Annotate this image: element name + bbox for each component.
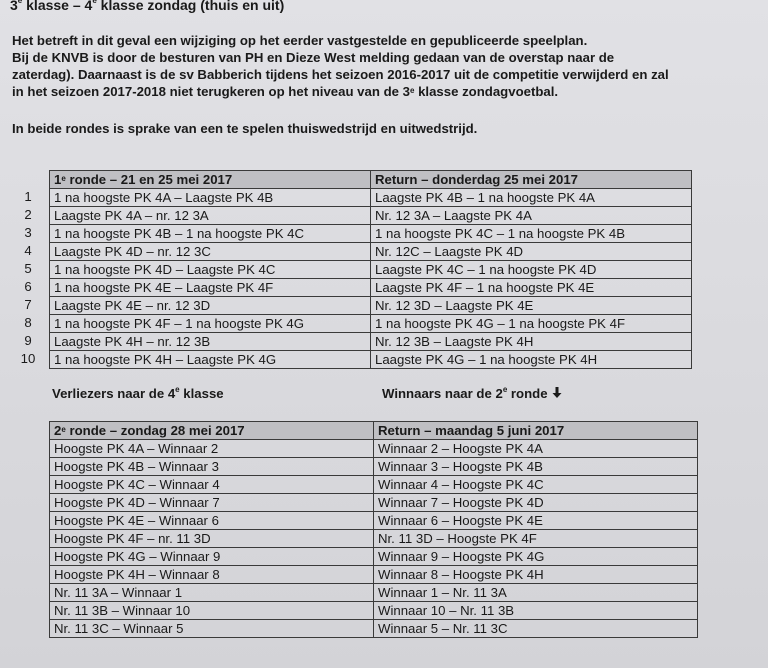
match-number: 2 <box>24 207 32 222</box>
match-cell: Laagste PK 4D – nr. 12 3C <box>50 243 371 261</box>
return-match-cell: Laagste PK 4C – 1 na hoogste PK 4D <box>371 261 692 279</box>
match-cell: Laagste PK 4A – nr. 12 3A <box>50 207 371 225</box>
match-cell: Hoogste PK 4G – Winnaar 9 <box>50 548 374 566</box>
table-row <box>50 207 692 225</box>
arrow-down-icon <box>552 387 562 401</box>
match-cell: 1 na hoogste PK 4H – Laagste PK 4G <box>50 351 371 369</box>
match-number: 7 <box>24 297 32 312</box>
round1-table <box>49 170 692 369</box>
intro-line: Het betreft in dit geval een wijziging op het eerder vastgestelde en gepubliceerde speelplan. <box>12 33 588 48</box>
table-row <box>50 620 698 638</box>
table-row <box>50 584 698 602</box>
match-number: 1 <box>24 189 32 204</box>
table-row <box>50 225 692 243</box>
table-row <box>50 440 698 458</box>
match-cell: Hoogste PK 4E – Winnaar 6 <box>50 512 374 530</box>
match-cell: Hoogste PK 4B – Winnaar 3 <box>50 458 374 476</box>
round2-header: 2e ronde – zondag 28 mei 2017 <box>50 422 374 440</box>
return-match-cell: Winnaar 5 – Nr. 11 3C <box>374 620 698 638</box>
return-match-cell: Winnaar 6 – Hoogste PK 4E <box>374 512 698 530</box>
table-row <box>50 512 698 530</box>
match-number: 4 <box>24 243 32 258</box>
table-row <box>50 333 692 351</box>
page-title: 3e klasse – 4e klasse zondag (thuis en uit) <box>10 0 285 13</box>
match-cell: 1 na hoogste PK 4B – 1 na hoogste PK 4C <box>50 225 371 243</box>
return-match-cell: Nr. 12 3B – Laagste PK 4H <box>371 333 692 351</box>
match-number: 3 <box>24 225 32 240</box>
table-row <box>50 476 698 494</box>
match-cell: 1 na hoogste PK 4A – Laagste PK 4B <box>50 189 371 207</box>
match-cell: Nr. 11 3C – Winnaar 5 <box>50 620 374 638</box>
table-row <box>50 297 692 315</box>
table-row <box>50 315 692 333</box>
return-match-cell: Nr. 12 3A – Laagste PK 4A <box>371 207 692 225</box>
match-cell: Hoogste PK 4C – Winnaar 4 <box>50 476 374 494</box>
table-header-row <box>50 422 698 440</box>
return-match-cell: Laagste PK 4G – 1 na hoogste PK 4H <box>371 351 692 369</box>
match-number: 5 <box>24 261 32 276</box>
match-number: 8 <box>24 315 32 330</box>
return-match-cell: Winnaar 8 – Hoogste PK 4H <box>374 566 698 584</box>
return-match-cell: Winnaar 9 – Hoogste PK 4G <box>374 548 698 566</box>
losers-label: Verliezers naar de 4e klasse <box>52 385 224 401</box>
intro-paragraph <box>12 32 762 100</box>
return-match-cell: Winnaar 2 – Hoogste PK 4A <box>374 440 698 458</box>
match-cell: Laagste PK 4H – nr. 12 3B <box>50 333 371 351</box>
return-match-cell: Laagste PK 4B – 1 na hoogste PK 4A <box>371 189 692 207</box>
intro-line: Bij de KNVB is door de besturen van PH en Dieze West melding gedaan van de overstap naar de <box>12 50 615 65</box>
table-row <box>50 602 698 620</box>
table-row <box>50 279 692 297</box>
intro-line: in het seizoen 2017-2018 niet terugkeren op het niveau van de 3e klasse zondagvoetbal. <box>12 84 559 99</box>
return2-header: Return – maandag 5 juni 2017 <box>374 422 698 440</box>
return-match-cell: Laagste PK 4F – 1 na hoogste PK 4E <box>371 279 692 297</box>
return-match-cell: Winnaar 7 – Hoogste PK 4D <box>374 494 698 512</box>
table-row <box>50 494 698 512</box>
return-match-cell: Winnaar 10 – Nr. 11 3B <box>374 602 698 620</box>
return1-header: Return – donderdag 25 mei 2017 <box>371 171 692 189</box>
rounds-note: In beide rondes is sprake van een te spelen thuiswedstrijd en uitwedstrijd. <box>12 121 478 136</box>
return-match-cell: Winnaar 4 – Hoogste PK 4C <box>374 476 698 494</box>
return-match-cell: 1 na hoogste PK 4C – 1 na hoogste PK 4B <box>371 225 692 243</box>
table-row <box>50 548 698 566</box>
return-match-cell: Winnaar 3 – Hoogste PK 4B <box>374 458 698 476</box>
table-header-row <box>50 171 692 189</box>
match-number: 9 <box>24 333 32 348</box>
return-match-cell: Nr. 12C – Laagste PK 4D <box>371 243 692 261</box>
table-row <box>50 351 692 369</box>
round1-header: 1e ronde – 21 en 25 mei 2017 <box>50 171 371 189</box>
match-cell: Nr. 11 3B – Winnaar 10 <box>50 602 374 620</box>
match-cell: Hoogste PK 4A – Winnaar 2 <box>50 440 374 458</box>
table-row <box>50 243 692 261</box>
return-match-cell: Nr. 11 3D – Hoogste PK 4F <box>374 530 698 548</box>
table-row <box>50 458 698 476</box>
match-cell: 1 na hoogste PK 4F – 1 na hoogste PK 4G <box>50 315 371 333</box>
return-match-cell: Nr. 12 3D – Laagste PK 4E <box>371 297 692 315</box>
return-match-cell: Winnaar 1 – Nr. 11 3A <box>374 584 698 602</box>
match-cell: Hoogste PK 4D – Winnaar 7 <box>50 494 374 512</box>
table-row <box>50 261 692 279</box>
match-cell: 1 na hoogste PK 4D – Laagste PK 4C <box>50 261 371 279</box>
return-match-cell: 1 na hoogste PK 4G – 1 na hoogste PK 4F <box>371 315 692 333</box>
match-cell: Nr. 11 3A – Winnaar 1 <box>50 584 374 602</box>
match-number: 10 <box>20 351 36 366</box>
match-cell: Hoogste PK 4H – Winnaar 8 <box>50 566 374 584</box>
match-cell: 1 na hoogste PK 4E – Laagste PK 4F <box>50 279 371 297</box>
match-cell: Hoogste PK 4F – nr. 11 3D <box>50 530 374 548</box>
match-number: 6 <box>24 279 32 294</box>
table-row <box>50 566 698 584</box>
match-cell: Laagste PK 4E – nr. 12 3D <box>50 297 371 315</box>
intro-line: zaterdag). Daarnaast is de sv Babberich tijdens het seizoen 2016-2017 uit de competitie verwijderd en zal <box>12 67 669 82</box>
winners-label: Winnaars naar de 2e ronde <box>382 386 562 401</box>
table-row <box>50 530 698 548</box>
table-row <box>50 189 692 207</box>
round2-table <box>49 421 698 638</box>
